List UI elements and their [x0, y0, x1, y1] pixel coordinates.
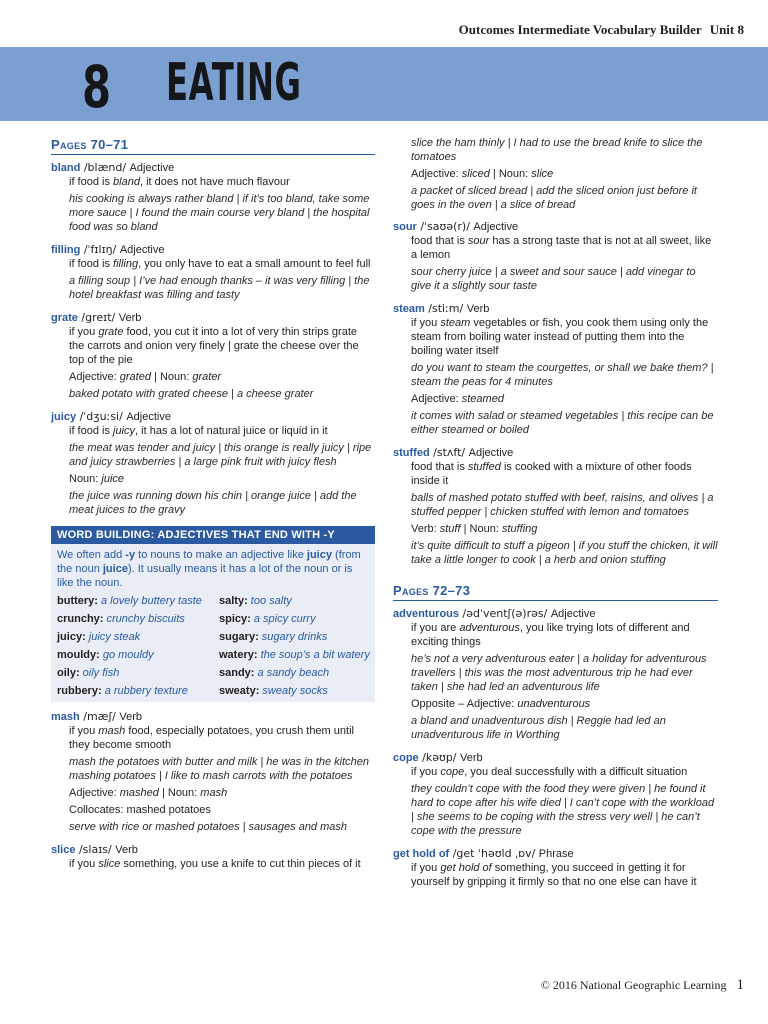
definition-text: food that is [411, 235, 468, 247]
definition-text: , it does not have much flavour [139, 176, 290, 188]
entry-body [51, 257, 375, 302]
dictionary-entry [51, 311, 375, 401]
headword: slice [51, 844, 76, 856]
headword-in-definition: mash [98, 725, 126, 737]
definition-text: something, you succeed in getting it for yourself by gripping it firmly so that no one else can have it [411, 862, 697, 888]
definition-text: if you [411, 862, 441, 874]
dictionary-entry [51, 243, 375, 302]
entry-body [51, 857, 375, 871]
definition [69, 857, 375, 871]
part-of-speech: Phrase [538, 848, 574, 860]
collocates: Collocates: mashed potatoes [69, 804, 211, 816]
pronunciation: /ˈsaʊə(r)/ [416, 220, 474, 233]
headword-line [51, 710, 375, 724]
headword-line [51, 311, 375, 325]
form-label: Verb: [411, 523, 440, 535]
part-of-speech: Verb [119, 711, 143, 723]
dictionary-entry [393, 302, 718, 437]
entry-body [393, 621, 718, 742]
definition [411, 460, 718, 488]
word-building-example: the soup’s a bit watery [260, 649, 370, 661]
word-forms [411, 392, 718, 406]
word-building-box [51, 526, 375, 702]
pronunciation: /stʌft/ [429, 446, 469, 459]
form-separator: | [158, 787, 168, 799]
definition [411, 234, 718, 262]
left-column [51, 131, 375, 880]
definition-text: , it has a lot of natural juice or liquid in it [135, 425, 328, 437]
definition-text: has a strong taste that is not at all sweet, like a lemon [411, 235, 712, 261]
word-building-item [219, 684, 377, 698]
definition [411, 316, 718, 358]
definition-text: is cooked with a mixture of other foods inside it [411, 461, 692, 487]
word-building-example: sugary drinks [261, 631, 328, 643]
word-building-word: sandy: [219, 667, 258, 679]
word-forms [411, 697, 718, 711]
form-value: unadventurous [517, 698, 591, 710]
definition-text: food that is [411, 461, 468, 473]
section-heading: Pages 72–73 [393, 581, 718, 601]
entry-list [393, 607, 718, 889]
word-building-item [57, 630, 219, 644]
definition-text: vegetables or fish, you cook them using only the steam from boiling water instead of putting them into the boiling water itself [411, 317, 709, 357]
dictionary-entry [51, 410, 375, 517]
definition-text: , you deal successfully with a difficult situation [464, 766, 688, 778]
form-separator: | [489, 168, 499, 180]
dictionary-entry [51, 710, 375, 834]
entry-body [393, 460, 718, 567]
headword-line [393, 302, 718, 316]
form-value: slice [531, 168, 554, 180]
headword-line [51, 243, 375, 257]
entry-body [51, 424, 375, 517]
headword-in-definition: cope [440, 766, 465, 778]
entry-body [393, 316, 718, 437]
example-sentences: balls of mashed potato stuffed with beef, raisins, and olives | a stuffed pepper | chicken stuffed with lemon and tomatoes [411, 492, 714, 518]
part-of-speech: Adjective [126, 411, 171, 423]
entry-body [393, 861, 718, 889]
example-sentences: baked potato with grated cheese | a cheese grater [69, 388, 314, 400]
word-building-example: sweaty socks [262, 685, 328, 697]
intro-text: We often add [57, 549, 126, 561]
headword-line [393, 446, 718, 460]
unit-title: EATING [166, 53, 302, 113]
example-sentences: it comes with salad or steamed vegetables | this recipe can be either steamed or boiled [411, 410, 714, 436]
word-building-item [57, 666, 219, 680]
headword: stuffed [393, 447, 430, 459]
headword: filling [51, 244, 81, 256]
headword-in-definition: adventurous [459, 622, 520, 634]
continued-entry [393, 136, 718, 212]
word-building-example: go mouldy [102, 649, 154, 661]
word-building-item [57, 684, 219, 698]
word-building-word: spicy: [219, 613, 254, 625]
form-label: Noun: [69, 473, 102, 485]
form-label: Noun: [167, 787, 201, 799]
headword: juicy [51, 411, 77, 423]
part-of-speech: Adjective [468, 447, 514, 459]
definition-text: if food is [69, 258, 114, 270]
example-sentences: his cooking is always rather bland | if it’s too bland, take some more sauce | I found the main course very bland | the hospital food was so bland [69, 193, 370, 233]
word-building-word: sugary: [219, 631, 262, 643]
page-number: 1 [736, 977, 744, 993]
unit-label: Unit 8 [709, 22, 744, 37]
form-value: stuff [439, 523, 461, 535]
definition-text: , you only have to eat a small amount to feel full [138, 258, 371, 270]
part-of-speech: Adjective [129, 162, 175, 174]
intro-text: ). It usually means it has a lot of the noun or is like the noun. [57, 563, 353, 589]
example-sentences: a packet of sliced bread | add the sliced onion just before it goes in the oven | a slice of bread [411, 185, 697, 211]
headword-in-definition: sour [467, 235, 490, 247]
unit-number: 8 [82, 53, 112, 121]
form-label: Noun: [469, 523, 502, 535]
book-title: Outcomes Intermediate Vocabulary Builder [458, 22, 702, 37]
intro-text: (from the noun [57, 549, 361, 575]
part-of-speech: Adjective [119, 244, 165, 256]
headword-line [393, 847, 718, 861]
dictionary-entry [393, 446, 718, 567]
pronunciation: /greɪt/ [77, 311, 119, 324]
form-label: Adjective: [69, 371, 120, 383]
word-building-word: crunchy: [57, 613, 107, 625]
headword-in-definition: grate [98, 326, 124, 338]
definition-text: if food is [69, 425, 114, 437]
word-building-example: juicy steak [88, 631, 141, 643]
headword-in-definition: get hold of [440, 862, 492, 874]
page-footer [541, 977, 744, 994]
word-building-example: crunchy biscuits [106, 613, 185, 625]
definition [69, 257, 375, 271]
pronunciation: /stiːm/ [424, 302, 467, 315]
word-forms [69, 786, 375, 800]
word-building-item [219, 630, 377, 644]
headword-line [51, 410, 375, 424]
headword-in-definition: stuffed [467, 461, 501, 473]
word-building-item [219, 612, 377, 626]
right-column [393, 136, 718, 898]
definition-text: , you like trying lots of different and exciting things [411, 622, 690, 648]
headword-line [393, 220, 718, 234]
headword-line [51, 161, 375, 175]
dictionary-entry [51, 843, 375, 871]
dictionary-entry [393, 607, 718, 742]
pronunciation: /get ˈhəʊld ˌɒv/ [449, 847, 539, 860]
form-value: grated [119, 371, 151, 383]
word-building-word: juicy: [57, 631, 89, 643]
form-separator: | [460, 523, 470, 535]
pronunciation: /kəʊp/ [418, 751, 461, 764]
entry-body [51, 325, 375, 401]
form-value: sliced [461, 168, 490, 180]
form-label: Adjective: [411, 168, 462, 180]
definition-text: food, especially potatoes, you crush them until they become smooth [69, 725, 354, 751]
word-building-word: oily: [57, 667, 83, 679]
word-building-item [219, 666, 377, 680]
headword-line [393, 607, 718, 621]
entry-body [51, 724, 375, 834]
headword-in-definition: bland [113, 176, 140, 188]
definition-text: if you [69, 725, 99, 737]
headword-line [51, 843, 375, 857]
example-sentences: a filling soup | I’ve had enough thanks – it was very filling | the hotel breakfast was filling and tasty [69, 275, 370, 301]
form-label: Noun: [159, 371, 193, 383]
word-building-example: too salty [250, 595, 292, 607]
example-sentences: the juice was running down his chin | orange juice | add the meat juices to the gravy [69, 490, 357, 516]
example-sentences: serve with rice or mashed potatoes | sausages and mash [69, 821, 348, 833]
form-value: mash [200, 787, 228, 799]
headword: sour [393, 221, 417, 233]
definition-text: if you [69, 326, 99, 338]
headword-in-definition: steam [440, 317, 471, 329]
intro-text: juice [102, 563, 128, 575]
word-forms [69, 370, 375, 384]
part-of-speech: Adjective [550, 608, 596, 620]
pronunciation: /slaɪs/ [75, 843, 116, 856]
part-of-speech: Adjective [473, 221, 519, 233]
word-building-word: sweaty: [219, 685, 263, 697]
definition-text: if food is [69, 176, 114, 188]
word-building-example: a rubbery texture [104, 685, 188, 697]
headword: get hold of [393, 848, 450, 860]
word-building-intro [51, 544, 375, 594]
definition [69, 325, 375, 367]
headword-in-definition: slice [98, 858, 121, 870]
word-building-example: a spicy curry [253, 613, 316, 625]
example-sentences: he’s not a very adventurous eater | a holiday for adventurous travellers | this was the most adventurous trip he had ever taken | she had led an adventurous life [411, 653, 707, 693]
dictionary-entry [393, 847, 718, 889]
entry-list [51, 161, 375, 517]
entry-body [393, 765, 718, 838]
word-building-item [219, 594, 377, 608]
intro-text: juicy [306, 549, 332, 561]
word-building-item [57, 594, 219, 608]
form-value: juice [101, 473, 125, 485]
headword: cope [393, 752, 419, 764]
page-header [459, 22, 744, 38]
pronunciation: /ˈfɪlɪŋ/ [80, 243, 120, 256]
word-building-item [57, 612, 219, 626]
entry-body [51, 175, 375, 234]
form-label: Noun: [498, 168, 532, 180]
headword: mash [51, 711, 80, 723]
pronunciation: /ədˈventʃ(ə)rəs/ [459, 607, 551, 620]
dictionary-entry [393, 220, 718, 293]
entry-list [393, 220, 718, 567]
entry-body [393, 234, 718, 293]
word-building-word: salty: [219, 595, 251, 607]
word-forms [411, 167, 718, 181]
form-value: steamed [461, 393, 504, 405]
word-building-example: a lovely buttery taste [101, 595, 202, 607]
headword-in-definition: juicy [113, 425, 136, 437]
word-building-item [219, 648, 377, 662]
intro-text: to nouns to make an adjective like [135, 549, 307, 561]
dictionary-entry [51, 161, 375, 234]
word-forms [411, 522, 718, 536]
headword: steam [393, 303, 425, 315]
dictionary-entry [393, 751, 718, 838]
pronunciation: /blænd/ [80, 161, 130, 174]
intro-text: -y [125, 549, 136, 561]
section-heading: Pages 70–71 [51, 135, 375, 155]
word-building-grid [51, 594, 375, 702]
example-sentences: a bland and unadventurous dish | Reggie had led an unadventurous life in Worthing [411, 715, 666, 741]
part-of-speech: Verb [466, 303, 490, 315]
form-separator: | [150, 371, 160, 383]
definition-text: food, you cut it into a lot of very thin strips grate the carrots and onion very finely | grate the cheese over the top of the pie [69, 326, 359, 366]
pronunciation: /ˈdʒuːsi/ [76, 410, 127, 423]
headword-line [393, 751, 718, 765]
example-sentences: they couldn’t cope with the food they were given | he found it hard to cope after his wife died | I can’t cope with the workload | she seems to be coping with the stress very well | he can’t cope with the pressure [411, 783, 715, 837]
example-sentences: do you want to steam the courgettes, or shall we bake them? | steam the peas for 4 minutes [411, 362, 714, 388]
copyright: © 2016 National Geographic Learning [540, 978, 727, 992]
part-of-speech: Verb [460, 752, 483, 764]
example-sentences: the meat was tender and juicy | this orange is really juicy | ripe and juicy strawberries | a large pink fruit with juicy flesh [69, 442, 372, 468]
example-sentences: sour cherry juice | a sweet and sour sauce | add vinegar to give it a slightly sour taste [411, 266, 696, 292]
headword: adventurous [393, 608, 460, 620]
definition-text: something, you use a knife to cut thin pieces of it [120, 858, 361, 870]
definition-text: if you [411, 766, 441, 778]
form-label: Opposite – Adjective: [411, 698, 518, 710]
form-label: Adjective: [69, 787, 120, 799]
definition [69, 175, 375, 189]
form-value: grater [192, 371, 222, 383]
word-forms [69, 472, 375, 486]
form-value: stuffing [501, 523, 538, 535]
definition-text: if you are [411, 622, 460, 634]
word-building-example: oily fish [82, 667, 120, 679]
entry-list [51, 710, 375, 871]
pronunciation: /mæʃ/ [79, 710, 120, 723]
definition [411, 861, 718, 889]
example-sentences: it’s quite difficult to stuff a pigeon | if you stuff the chicken, it will take a little longer to cook | a herb and onion stuffing [411, 540, 718, 566]
headword: bland [51, 162, 81, 174]
example-sentences: slice the ham thinly | I had to use the bread knife to slice the tomatoes [411, 137, 703, 163]
definition-text: if you [69, 858, 99, 870]
headword: grate [51, 312, 78, 324]
definition-text: if you [411, 317, 441, 329]
part-of-speech: Verb [118, 312, 142, 324]
example-sentences: mash the potatoes with butter and milk | he was in the kitchen mashing potatoes | I like to mash carrots with the potatoes [69, 756, 370, 782]
headword-in-definition: filling [113, 258, 139, 270]
unit-banner [0, 47, 768, 121]
word-building-item [57, 648, 219, 662]
word-building-word: buttery: [57, 595, 101, 607]
word-building-word: watery: [219, 649, 261, 661]
definition [411, 621, 718, 649]
word-building-word: rubbery: [57, 685, 105, 697]
form-value: mashed [119, 787, 159, 799]
form-label: Adjective: [411, 393, 462, 405]
definition [69, 724, 375, 752]
definition [411, 765, 718, 779]
definition [69, 424, 375, 438]
word-building-word: mouldy: [57, 649, 103, 661]
part-of-speech: Verb [115, 844, 138, 856]
word-building-title: WORD BUILDING: ADJECTIVES THAT END WITH -Y [51, 526, 375, 544]
word-building-example: a sandy beach [257, 667, 330, 679]
